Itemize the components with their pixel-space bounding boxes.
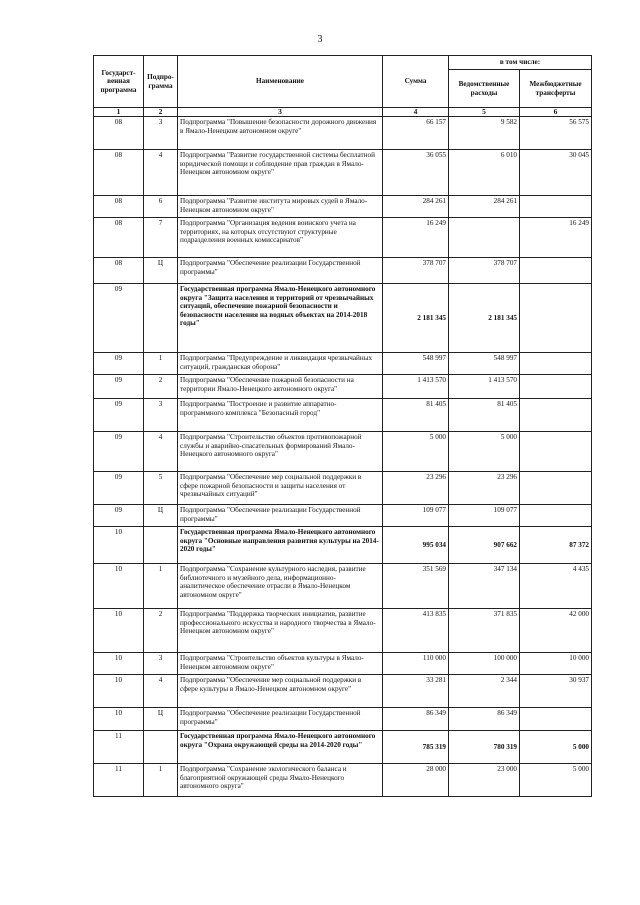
departmental-value: 100 000 [449, 653, 520, 675]
subprogram-row [94, 375, 592, 399]
item-name: Государственная программа Ямало-Ненецкого автономного округа "Охрана окружающей среды на 2014-2020 годы" [178, 731, 383, 764]
header-gov-program: Государст-венная программа [94, 56, 144, 108]
transfers-value [520, 708, 592, 731]
item-name: Подпрограмма "Построение и развитие аппаратно-программного комплекса "Безопасный город" [178, 399, 383, 432]
subprogram-row [94, 505, 592, 527]
header-departmental: Ведомственные расходы [449, 70, 520, 108]
subprogram-row [94, 353, 592, 375]
gov-program-code: 08 [94, 117, 144, 150]
gov-program-code: 10 [94, 675, 144, 708]
subprogram-code [144, 527, 178, 564]
subprogram-code: 2 [144, 375, 178, 399]
header-including: в том числе: [449, 56, 592, 70]
departmental-value: 371 835 [449, 609, 520, 653]
transfers-value: 30 045 [520, 150, 592, 196]
departmental-value: 548 997 [449, 353, 520, 375]
sum-value: 351 569 [383, 564, 449, 609]
subprogram-code: 4 [144, 150, 178, 196]
sum-value: 81 405 [383, 399, 449, 432]
departmental-value: 1 413 570 [449, 375, 520, 399]
sum-value: 28 000 [383, 764, 449, 797]
column-number: 4 [383, 108, 449, 117]
departmental-value: 2 344 [449, 675, 520, 708]
gov-program-code: 10 [94, 708, 144, 731]
subprogram-row [94, 653, 592, 675]
departmental-value: 284 261 [449, 196, 520, 218]
subprogram-code [144, 284, 178, 353]
sum-value: 995 034 [383, 527, 449, 564]
subprogram-code: 1 [144, 764, 178, 797]
transfers-value: 42 000 [520, 609, 592, 653]
subprogram-row [94, 150, 592, 196]
item-name: Государственная программа Ямало-Ненецкого автономного округа "Основные направления развития культуры на 2014-2020 годы" [178, 527, 383, 564]
gov-program-code: 09 [94, 375, 144, 399]
transfers-value: 4 435 [520, 564, 592, 609]
subprogram-row [94, 432, 592, 472]
item-name: Подпрограмма "Обеспечение мер социальной поддержки в сфере культуры в Ямало-Ненецком автономном округе" [178, 675, 383, 708]
sum-value: 378 707 [383, 258, 449, 284]
transfers-value: 56 575 [520, 117, 592, 150]
departmental-value: 9 582 [449, 117, 520, 150]
departmental-value: 81 405 [449, 399, 520, 432]
sum-value: 33 281 [383, 675, 449, 708]
sum-value: 66 157 [383, 117, 449, 150]
item-name: Государственная программа Ямало-Ненецкого автономного округа "Защита населения и территорий от чрезвычайных ситуаций, обеспечение пожарной безопасности и безопасности населения на водных объектах на 2014-2018 годы" [178, 284, 383, 353]
item-name: Подпрограмма "Развитие государственной системы бесплатной юридической помощи и соблюдение прав граждан в Ямало-Ненецком автономном округе" [178, 150, 383, 196]
departmental-value: 378 707 [449, 258, 520, 284]
gov-program-code: 11 [94, 764, 144, 797]
transfers-value: 87 372 [520, 527, 592, 564]
subprogram-code: Ц [144, 708, 178, 731]
header-name: Наименование [178, 56, 383, 108]
gov-program-code: 11 [94, 731, 144, 764]
subprogram-row [94, 708, 592, 731]
departmental-value: 6 010 [449, 150, 520, 196]
subprogram-row [94, 564, 592, 609]
sum-value: 86 349 [383, 708, 449, 731]
transfers-value: 10 000 [520, 653, 592, 675]
subprogram-row [94, 399, 592, 432]
program-row [94, 731, 592, 764]
departmental-value: 86 349 [449, 708, 520, 731]
departmental-value: 907 662 [449, 527, 520, 564]
sum-value: 109 077 [383, 505, 449, 527]
subprogram-code: 3 [144, 399, 178, 432]
column-number: 5 [449, 108, 520, 117]
transfers-value [520, 353, 592, 375]
sum-value: 785 319 [383, 731, 449, 764]
item-name: Подпрограмма "Обеспечение реализации Государственной программы" [178, 258, 383, 284]
subprogram-code: 3 [144, 117, 178, 150]
header-sum: Сумма [383, 56, 449, 108]
transfers-value [520, 505, 592, 527]
item-name: Подпрограмма "Сохранение экологического баланса и благоприятной окружающей среды Ямало-Ненецкого автономного округа" [178, 764, 383, 797]
subprogram-row [94, 196, 592, 218]
item-name: Подпрограмма "Обеспечение реализации Государственной программы" [178, 505, 383, 527]
subprogram-code: 3 [144, 653, 178, 675]
subprogram-code: 4 [144, 675, 178, 708]
subprogram-row [94, 472, 592, 505]
item-name: Подпрограмма "Обеспечение мер социальной поддержки в сфере пожарной безопасности и защиты населения от чрезвычайных ситуаций" [178, 472, 383, 505]
gov-program-code: 10 [94, 527, 144, 564]
sum-value: 36 055 [383, 150, 449, 196]
item-name: Подпрограмма "Сохранение культурного наследия, развитие библиотечного и музейного дела, информационно-аналитическое обеспечение отрасли в Ямало-Ненецком автономном округе" [178, 564, 383, 609]
sum-value: 548 997 [383, 353, 449, 375]
item-name: Подпрограмма "Развитие института мировых судей в Ямало-Ненецком автономном округе" [178, 196, 383, 218]
subprogram-row [94, 675, 592, 708]
header-subprogram: Подпро-грамма [144, 56, 178, 108]
transfers-value: 5 000 [520, 731, 592, 764]
item-name: Подпрограмма "Повышение безопасности дорожного движения в Ямало-Ненецком автономном округе" [178, 117, 383, 150]
column-number: 3 [178, 108, 383, 117]
departmental-value: 23 000 [449, 764, 520, 797]
column-number: 2 [144, 108, 178, 117]
item-name: Подпрограмма "Поддержка творческих инициатив, развитие профессионального искусства и народного творчества в Ямало-Ненецком автономном округе" [178, 609, 383, 653]
gov-program-code: 09 [94, 353, 144, 375]
transfers-value [520, 399, 592, 432]
subprogram-code: 6 [144, 196, 178, 218]
sum-value: 2 181 345 [383, 284, 449, 353]
transfers-value: 30 937 [520, 675, 592, 708]
departmental-value: 109 077 [449, 505, 520, 527]
departmental-value: 5 000 [449, 432, 520, 472]
subprogram-code: Ц [144, 258, 178, 284]
gov-program-code: 10 [94, 564, 144, 609]
gov-program-code: 08 [94, 218, 144, 258]
column-number: 1 [94, 108, 144, 117]
column-number: 6 [520, 108, 592, 117]
sum-value: 16 249 [383, 218, 449, 258]
item-name: Подпрограмма "Обеспечение пожарной безопасности на территории Ямало-Ненецкого автономного округа" [178, 375, 383, 399]
transfers-value [520, 196, 592, 218]
subprogram-code: Ц [144, 505, 178, 527]
item-name: Подпрограмма "Строительство объектов противопожарной службы и аварийно-спасательных формирований Ямало-Ненецкого автономного округа" [178, 432, 383, 472]
subprogram-code: 1 [144, 353, 178, 375]
subprogram-code: 7 [144, 218, 178, 258]
gov-program-code: 08 [94, 150, 144, 196]
departmental-value: 23 296 [449, 472, 520, 505]
sum-value: 1 413 570 [383, 375, 449, 399]
transfers-value [520, 432, 592, 472]
gov-program-code: 08 [94, 258, 144, 284]
gov-program-code: 09 [94, 505, 144, 527]
header-transfers: Межбюджетные трансферты [520, 70, 592, 108]
subprogram-row [94, 218, 592, 258]
transfers-value [520, 375, 592, 399]
budget-table [93, 55, 592, 797]
page-number: 3 [317, 34, 323, 45]
gov-program-code: 09 [94, 432, 144, 472]
item-name: Подпрограмма "Предупреждение и ликвидация чрезвычайных ситуаций, гражданская оборона" [178, 353, 383, 375]
gov-program-code: 10 [94, 653, 144, 675]
subprogram-row [94, 258, 592, 284]
table-body [94, 117, 592, 797]
subprogram-code: 2 [144, 609, 178, 653]
subprogram-code [144, 731, 178, 764]
departmental-value: 780 319 [449, 731, 520, 764]
departmental-value: 2 181 345 [449, 284, 520, 353]
subprogram-code: 5 [144, 472, 178, 505]
sum-value: 110 000 [383, 653, 449, 675]
subprogram-row [94, 609, 592, 653]
gov-program-code: 09 [94, 472, 144, 505]
sum-value: 23 296 [383, 472, 449, 505]
item-name: Подпрограмма "Обеспечение реализации Государственной программы" [178, 708, 383, 731]
transfers-value: 16 249 [520, 218, 592, 258]
item-name: Подпрограмма "Строительство объектов культуры в Ямало-Ненецком автономном округе" [178, 653, 383, 675]
sum-value: 413 835 [383, 609, 449, 653]
gov-program-code: 08 [94, 196, 144, 218]
program-row [94, 284, 592, 353]
gov-program-code: 10 [94, 609, 144, 653]
transfers-value: 5 000 [520, 764, 592, 797]
item-name: Подпрограмма "Организация ведения воинского учета на территориях, на которых отсутствуют структурные подразделения военных комиссариатов" [178, 218, 383, 258]
departmental-value [449, 218, 520, 258]
program-row [94, 527, 592, 564]
subprogram-row [94, 764, 592, 797]
subprogram-code: 1 [144, 564, 178, 609]
sum-value: 284 261 [383, 196, 449, 218]
column-numbers-row [94, 108, 592, 117]
subprogram-code: 4 [144, 432, 178, 472]
subprogram-row [94, 117, 592, 150]
transfers-value [520, 284, 592, 353]
transfers-value [520, 472, 592, 505]
transfers-value [520, 258, 592, 284]
gov-program-code: 09 [94, 284, 144, 353]
gov-program-code: 09 [94, 399, 144, 432]
sum-value: 5 000 [383, 432, 449, 472]
departmental-value: 347 134 [449, 564, 520, 609]
